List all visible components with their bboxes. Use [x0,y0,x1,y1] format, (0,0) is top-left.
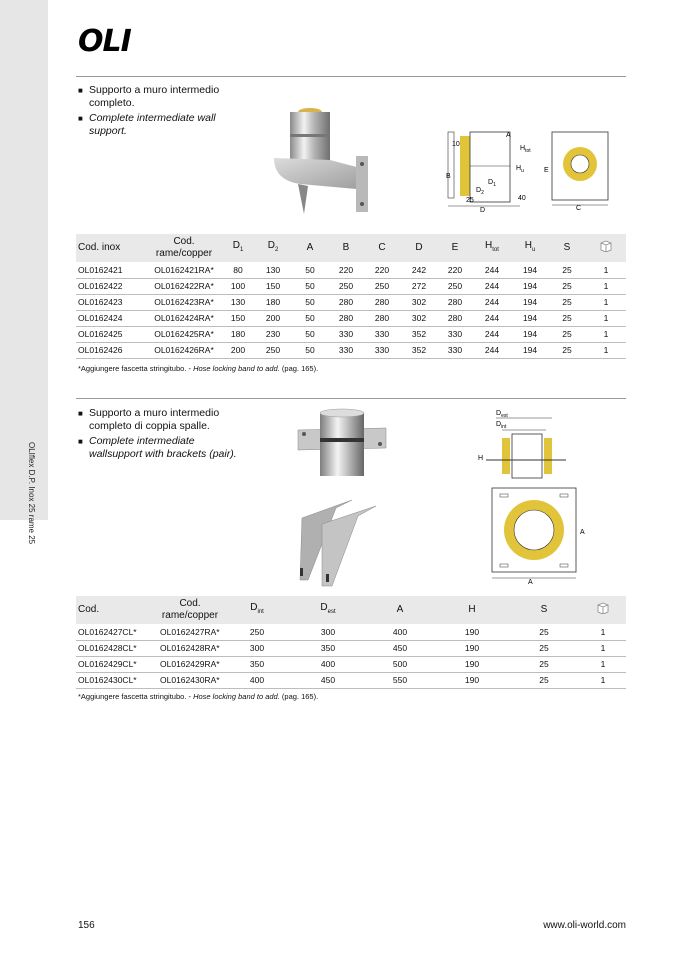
table-cell: 190 [436,672,508,688]
table-row [76,262,626,278]
table-cell: 330 [364,326,400,342]
label-a: A [506,132,511,139]
desc-english: Complete intermediate wallsupport with brackets (pair). [89,435,237,460]
col-hu: $H_u$ [524,240,536,253]
label-dest: $D_{est}$ [496,410,508,419]
table-cell: 194 [512,326,548,342]
bullet-icon: ■ [78,86,83,95]
label-d: D [480,207,486,214]
table-cell: 272 [400,278,438,294]
label-40: 40 [518,195,526,202]
table-cell: 150 [222,310,254,326]
table-cell: 25 [548,310,586,326]
table-cell: 242 [400,262,438,278]
label-b: B [446,173,451,180]
table-cell: 330 [328,326,364,342]
table-cell: 302 [400,310,438,326]
table-cell: 330 [364,342,400,358]
table-cell: 1 [580,624,626,640]
table-cell: OL0162423RA* [146,294,222,310]
table-cell: 280 [438,310,472,326]
label-a-side: A [580,529,585,536]
table-cell: 244 [472,342,512,358]
table-cell: 25 [548,278,586,294]
col-cod: Cod. [78,604,100,615]
sidebar-text: OLIflex D.P. Inox 25 rame 25 [27,442,36,545]
section2-note: *Aggiungere fascetta stringitubo. - Hose locking band to add. (pag. 165). [78,692,319,701]
table-row [76,294,626,310]
section2-description [78,407,238,463]
table-cell: 25 [548,326,586,342]
section-divider [76,76,626,77]
table-cell: 350 [222,656,292,672]
table-cell: 352 [400,342,438,358]
table-cell: 50 [292,278,328,294]
table-cell: OL0162421RA* [146,262,222,278]
table-cell: 194 [512,278,548,294]
table-cell: 50 [292,294,328,310]
table-cell: 220 [364,262,400,278]
table-cell: 400 [364,624,436,640]
table-cell: 50 [292,326,328,342]
col-dint: $D_{int}$ [250,602,264,615]
table-cell: 280 [328,294,364,310]
col-e: E [451,242,459,253]
label-h: H [478,455,484,462]
table-cell: OL0162428RA* [158,640,222,656]
page-number: 156 [78,920,95,931]
technical-drawing-2 [476,408,596,588]
table-cell: 50 [292,262,328,278]
col-htot: $H_{tot}$ [485,240,499,253]
table-cell: 180 [222,326,254,342]
col-c: C [378,242,386,253]
table-cell: 190 [436,624,508,640]
technical-drawing-1 [440,126,612,216]
table-cell: OL0162430CL* [76,672,158,688]
table-cell: 280 [438,294,472,310]
table-cell: OL0162427RA* [158,624,222,640]
table-cell: 220 [438,262,472,278]
product-photo-brackets [292,408,392,588]
table-cell: 500 [364,656,436,672]
table-cell: OL0162429CL* [76,656,158,672]
table-row [76,326,626,342]
table-cell: 200 [254,310,292,326]
col-package-icon [586,234,626,262]
table-cell: OL0162426 [76,342,146,358]
col-cod-inox: Cod. inox [78,242,121,253]
table-cell: 330 [438,342,472,358]
table-cell: 330 [438,326,472,342]
table-cell: 250 [222,624,292,640]
table-cell: 300 [292,624,364,640]
desc-english: Complete intermediate wall support. [89,112,216,137]
table-cell: 200 [222,342,254,358]
desc-italian: Supporto a muro intermedio completo di coppia spalle. [89,407,220,432]
table-cell: 450 [364,640,436,656]
table-cell: 280 [328,310,364,326]
table-cell: 244 [472,294,512,310]
table-header-row [76,234,626,262]
spec-table-2 [76,596,626,689]
table-cell: OL0162426RA* [146,342,222,358]
table-cell: 130 [254,262,292,278]
label-htot: $H_{tot}$ [520,145,531,154]
table-cell: 244 [472,326,512,342]
table-cell: 1 [580,656,626,672]
table-cell: OL0162425 [76,326,146,342]
table-row [76,310,626,326]
table-cell: 250 [254,342,292,358]
table-cell: 1 [586,342,626,358]
table-row [76,640,626,656]
table-cell: 250 [364,278,400,294]
table-cell: 50 [292,342,328,358]
table-cell: 1 [586,326,626,342]
table-cell: 1 [586,310,626,326]
table-cell: OL0162424RA* [146,310,222,326]
table-cell: 300 [222,640,292,656]
table-cell: 25 [508,656,580,672]
table-row [76,672,626,688]
table-cell: 350 [292,640,364,656]
table-cell: 194 [512,294,548,310]
table-cell: 25 [548,342,586,358]
table-cell: OL0162422RA* [146,278,222,294]
table-cell: OL0162430RA* [158,672,222,688]
table-cell: OL0162427CL* [76,624,158,640]
col-h: H [468,604,476,615]
table-cell: 1 [586,278,626,294]
table-cell: 130 [222,294,254,310]
table-cell: 280 [364,294,400,310]
table-row [76,624,626,640]
col-a: A [396,604,404,615]
table-cell: 25 [548,262,586,278]
table-cell: 50 [292,310,328,326]
website-link[interactable]: www.oli-world.com [543,920,626,931]
table-cell: 450 [292,672,364,688]
bullet-icon: ■ [78,409,83,418]
table-cell: 330 [328,342,364,358]
table-cell: 1 [586,262,626,278]
label-d1: $D_1$ [488,179,496,188]
table-cell: 25 [508,624,580,640]
table-cell: 194 [512,310,548,326]
table-cell: 194 [512,262,548,278]
table-cell: OL0162424 [76,310,146,326]
label-10: 10 [452,141,460,148]
table-cell: 25 [548,294,586,310]
table-cell: 25 [508,640,580,656]
table-cell: 150 [254,278,292,294]
col-s: S [563,242,571,253]
table-cell: 220 [328,262,364,278]
table-row [76,656,626,672]
col-dest: $D_{est}$ [320,602,336,615]
col-cod-copper: Cod. rame/copper [161,598,219,621]
table-cell: 190 [436,640,508,656]
label-c: C [576,205,582,212]
col-d: D [415,242,423,253]
col-b: B [342,242,350,253]
product-photo-wall-support [270,106,382,218]
table-cell: 80 [222,262,254,278]
table-cell: 244 [472,278,512,294]
table-cell: 100 [222,278,254,294]
bullet-icon: ■ [78,437,83,446]
table-cell: 25 [508,672,580,688]
table-cell: OL0162429RA* [158,656,222,672]
table-cell: 244 [472,262,512,278]
section-divider [76,398,626,399]
table-cell: 1 [580,640,626,656]
label-25: 25 [466,197,474,204]
table-header-row [76,596,626,624]
col-s: S [540,604,548,615]
table-cell: 230 [254,326,292,342]
table-cell: 400 [292,656,364,672]
table-cell: OL0162423 [76,294,146,310]
table-cell: OL0162428CL* [76,640,158,656]
table-cell: 194 [512,342,548,358]
table-cell: 250 [438,278,472,294]
table-row [76,342,626,358]
table-cell: 1 [580,672,626,688]
section1-note: *Aggiungere fascetta stringitubo. - Hose locking band to add. (pag. 165). [78,364,319,373]
label-hu: $H_u$ [516,165,524,174]
col-d1: $D_1$ [232,240,244,253]
table-cell: OL0162421 [76,262,146,278]
label-d2: $D_2$ [476,187,484,196]
table-cell: 244 [472,310,512,326]
table-cell: 190 [436,656,508,672]
table-cell: 180 [254,294,292,310]
table-cell: 280 [364,310,400,326]
table-cell: 550 [364,672,436,688]
label-e: E [544,167,549,174]
table-cell: 400 [222,672,292,688]
table-cell: OL0162422 [76,278,146,294]
table-cell: 1 [586,294,626,310]
desc-italian: Supporto a muro intermedio completo. [89,84,220,109]
col-d2: $D_2$ [267,240,279,253]
table-cell: OL0162425RA* [146,326,222,342]
col-a: A [306,242,314,253]
label-dint: $D_{int}$ [496,421,507,430]
table-cell: 302 [400,294,438,310]
col-package-icon [580,596,626,624]
table-cell: 250 [328,278,364,294]
table-row [76,278,626,294]
section1-description [78,84,238,140]
spec-table-1 [76,234,626,359]
label-a-bottom: A [528,579,533,586]
brand-logo: OLI [78,24,131,59]
table-cell: 352 [400,326,438,342]
bullet-icon: ■ [78,114,83,123]
col-cod-copper: Cod. rame/copper [155,236,213,259]
